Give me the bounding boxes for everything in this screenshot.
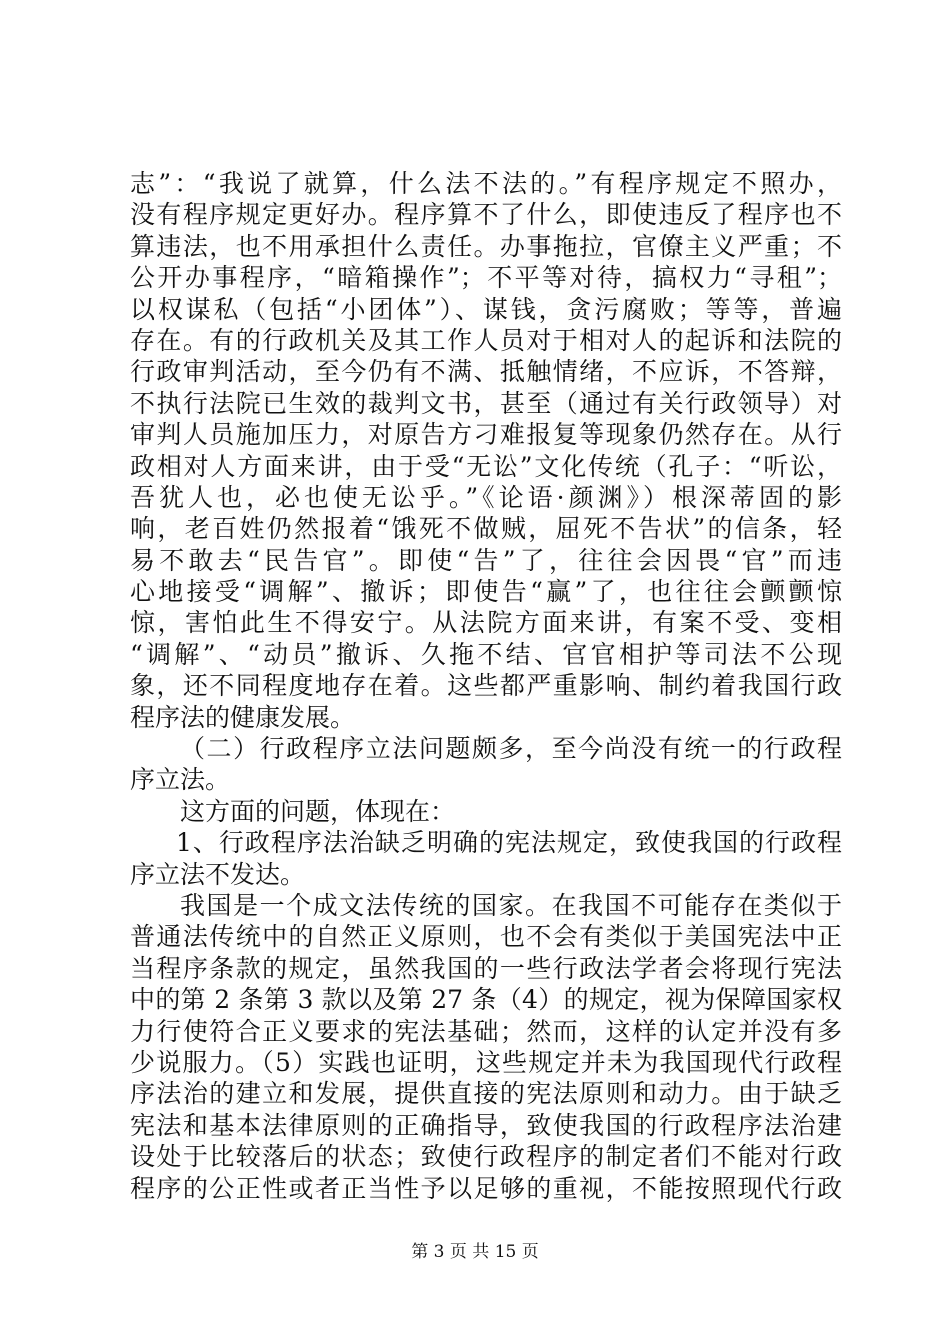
body-line: 心地接受“调解”、撤诉；即使告“赢”了，也往往会颤颤惊 xyxy=(130,577,842,607)
body-line: “调解”、“动员”撤诉、久拖不结、官官相护等司法不公现 xyxy=(130,639,842,669)
body-line: 志”：“我说了就算，什么法不法的。”有程序规定不照办， xyxy=(130,169,842,198)
body-line: 不执行法院已生效的裁判文书，甚至（通过有关行政领导）对 xyxy=(130,388,842,418)
subheading-line: 序立法不发达。 xyxy=(130,859,306,889)
body-line: 算违法，也不用承担什么责任。办事拖拉，官僚主义严重；不 xyxy=(130,231,842,261)
body-line: 程序法的健康发展。 xyxy=(130,702,356,732)
document-body xyxy=(130,168,842,1204)
body-line: 吾犹人也，必也使无讼乎。”《论语·颜渊》）根深蒂固的影 xyxy=(130,482,842,512)
body-line: 以权谋私（包括“小团体”）、谋钱，贪污腐败；等等，普遍 xyxy=(130,294,842,324)
body-line: 这方面的问题，体现在： xyxy=(180,796,456,826)
body-line: 序法治的建立和发展，提供直接的宪法原则和动力。由于缺乏 xyxy=(130,1079,842,1109)
body-line: 响，老百姓仍然报着“饿死不做贼，屈死不告状”的信条，轻 xyxy=(130,514,842,544)
body-line: 少说服力。（5）实践也证明，这些规定并未为我国现代行政程 xyxy=(130,1047,842,1077)
body-line: 审判人员施加压力，对原告方刁难报复等现象仍然存在。从行 xyxy=(130,420,842,450)
body-line: 行政审判活动，至今仍有不满、抵触情绪，不应诉，不答辩， xyxy=(130,357,842,387)
body-line: 易不敢去“民告官”。即使“告”了，往往会因畏“官”而违 xyxy=(130,545,842,575)
body-line: 政相对人方面来讲，由于受“无讼”文化传统（孔子：“听讼， xyxy=(130,451,842,481)
body-line: 普通法传统中的自然正义原则，也不会有类似于美国宪法中正 xyxy=(130,922,842,952)
body-line: 惊，害怕此生不得安宁。从法院方面来讲，有案不受、变相 xyxy=(130,608,842,638)
body-line: 没有程序规定更好办。程序算不了什么，即使违反了程序也不 xyxy=(130,200,842,230)
body-line: 程序的公正性或者正当性予以足够的重视，不能按照现代行政 xyxy=(130,1173,842,1203)
body-line: 中的第 2 条第 3 款以及第 27 条（4）的规定，视为保障国家权 xyxy=(130,985,842,1015)
body-line: 我国是一个成文法传统的国家。在我国不可能存在类似于 xyxy=(180,890,842,920)
section-heading-line: （二）行政程序立法问题颇多，至今尚没有统一的行政程 xyxy=(180,734,842,764)
body-line: 力行使符合正义要求的宪法基础；然而，这样的认定并没有多 xyxy=(130,1016,842,1046)
body-line: 当程序条款的规定，虽然我国的一些行政法学者会将现行宪法 xyxy=(130,953,842,983)
body-line: 公开办事程序，“暗箱操作”；不平等对待，搞权力“寻租”； xyxy=(130,263,842,293)
subheading-line: 1、行政程序法治缺乏明确的宪法规定，致使我国的行政程 xyxy=(176,828,842,858)
body-line: 存在。有的行政机关及其工作人员对于相对人的起诉和法院的 xyxy=(130,325,842,355)
section-heading-line: 序立法。 xyxy=(130,765,231,795)
body-line: 宪法和基本法律原则的正确指导，致使我国的行政程序法治建 xyxy=(130,1110,842,1140)
body-line: 设处于比较落后的状态；致使行政程序的制定者们不能对行政 xyxy=(130,1142,842,1172)
body-line: 象，还不同程度地存在着。这些都严重影响、制约着我国行政 xyxy=(130,671,842,701)
page-number-footer: 第 3 页 共 15 页 xyxy=(411,1242,539,1262)
